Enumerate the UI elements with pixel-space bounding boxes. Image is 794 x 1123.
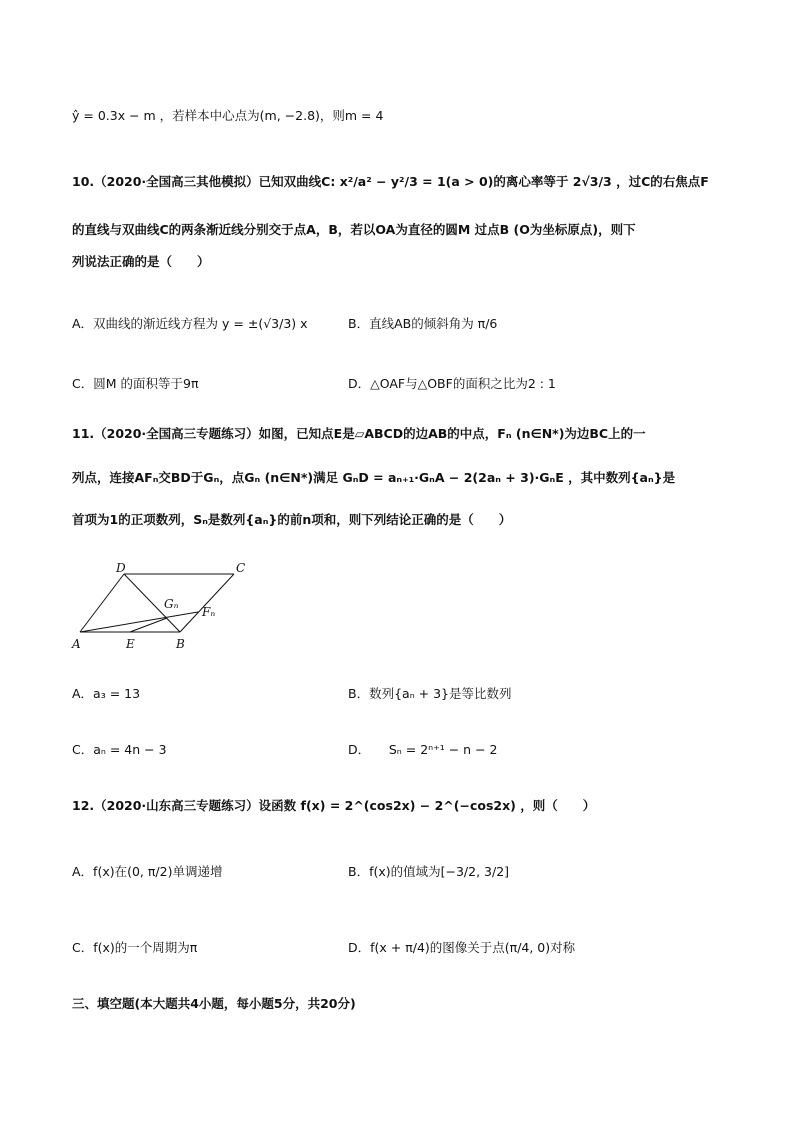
q11-option-c: C．aₙ = 4n − 3 — [72, 742, 167, 757]
label-a: A — [72, 637, 81, 651]
edge-bc — [180, 574, 234, 632]
previous-answer-line: ŷ = 0.3x − m ，若样本中心点为(m, −2.8)，则m = 4 — [72, 108, 384, 123]
q12-option-a: A．f(x)在(0, π/2)单调递增 — [72, 864, 223, 879]
label-d: D — [116, 561, 126, 575]
q11-stem-line-2: 列点，连接AFₙ交BD于Gₙ，点Gₙ (n∈N*)满足 GₙD = aₙ₊₁·GₙA − 2(2aₙ + 3)·GₙE ，其中数列{aₙ}是 — [72, 470, 676, 485]
q11-option-d: D． Sₙ = 2ⁿ⁺¹ − n − 2 — [348, 742, 498, 757]
q12-option-c: C．f(x)的一个周期为π — [72, 940, 198, 955]
label-gn: Gₙ — [164, 597, 179, 611]
edge-da — [80, 574, 124, 632]
q10-stem-line-3: 列说法正确的是（ ） — [72, 254, 210, 269]
q10-option-b: B．直线AB的倾斜角为 π/6 — [348, 316, 498, 331]
q11-option-b: B．数列{aₙ + 3}是等比数列 — [348, 686, 512, 701]
q11-stem-line-3: 首项为1的正项数列，Sₙ是数列{aₙ}的前n项和，则下列结论正确的是（ ） — [72, 512, 512, 527]
label-fn: Fₙ — [202, 605, 216, 619]
q10-option-d: D．△OAF与△OBF的面积之比为2 : 1 — [348, 376, 556, 391]
q10-stem-line-1: 10.（2020·全国高三其他模拟）已知双曲线C: x²/a² − y²/3 = 1(a > 0)的离心率等于 2√3/3 ，过C的右焦点F — [72, 174, 709, 189]
q10-stem-line-2: 的直线与双曲线C的两条渐近线分别交于点A，B，若以OA为直径的圆M 过点B (O为坐标原点)，则下 — [72, 222, 636, 237]
parallelogram-figure — [68, 560, 268, 656]
q12-stem-line-1: 12.（2020·山东高三专题练习）设函数 f(x) = 2^(cos2x) − 2^(−cos2x) ，则（ ） — [72, 798, 596, 813]
q10-option-a: A．双曲线的渐近线方程为 y = ±(√3/3) x — [72, 316, 308, 331]
section-3-title: 三、填空题(本大题共4小题，每小题5分，共20分) — [72, 996, 356, 1011]
q10-option-c: C．圆M 的面积等于9π — [72, 376, 199, 391]
q12-option-b: B．f(x)的值域为[−3/2, 3/2] — [348, 864, 510, 879]
label-c: C — [236, 561, 246, 575]
label-e: E — [126, 637, 135, 651]
q11-stem-line-1: 11.（2020·全国高三专题练习）如图，已知点E是▱ABCD的边AB的中点，Fₙ (n∈N*)为边BC上的一 — [72, 426, 646, 441]
label-b: B — [176, 637, 185, 651]
q11-option-a: A．a₃ = 13 — [72, 686, 141, 701]
q12-option-d: D．f(x + π/4)的图像关于点(π/4, 0)对称 — [348, 940, 576, 955]
